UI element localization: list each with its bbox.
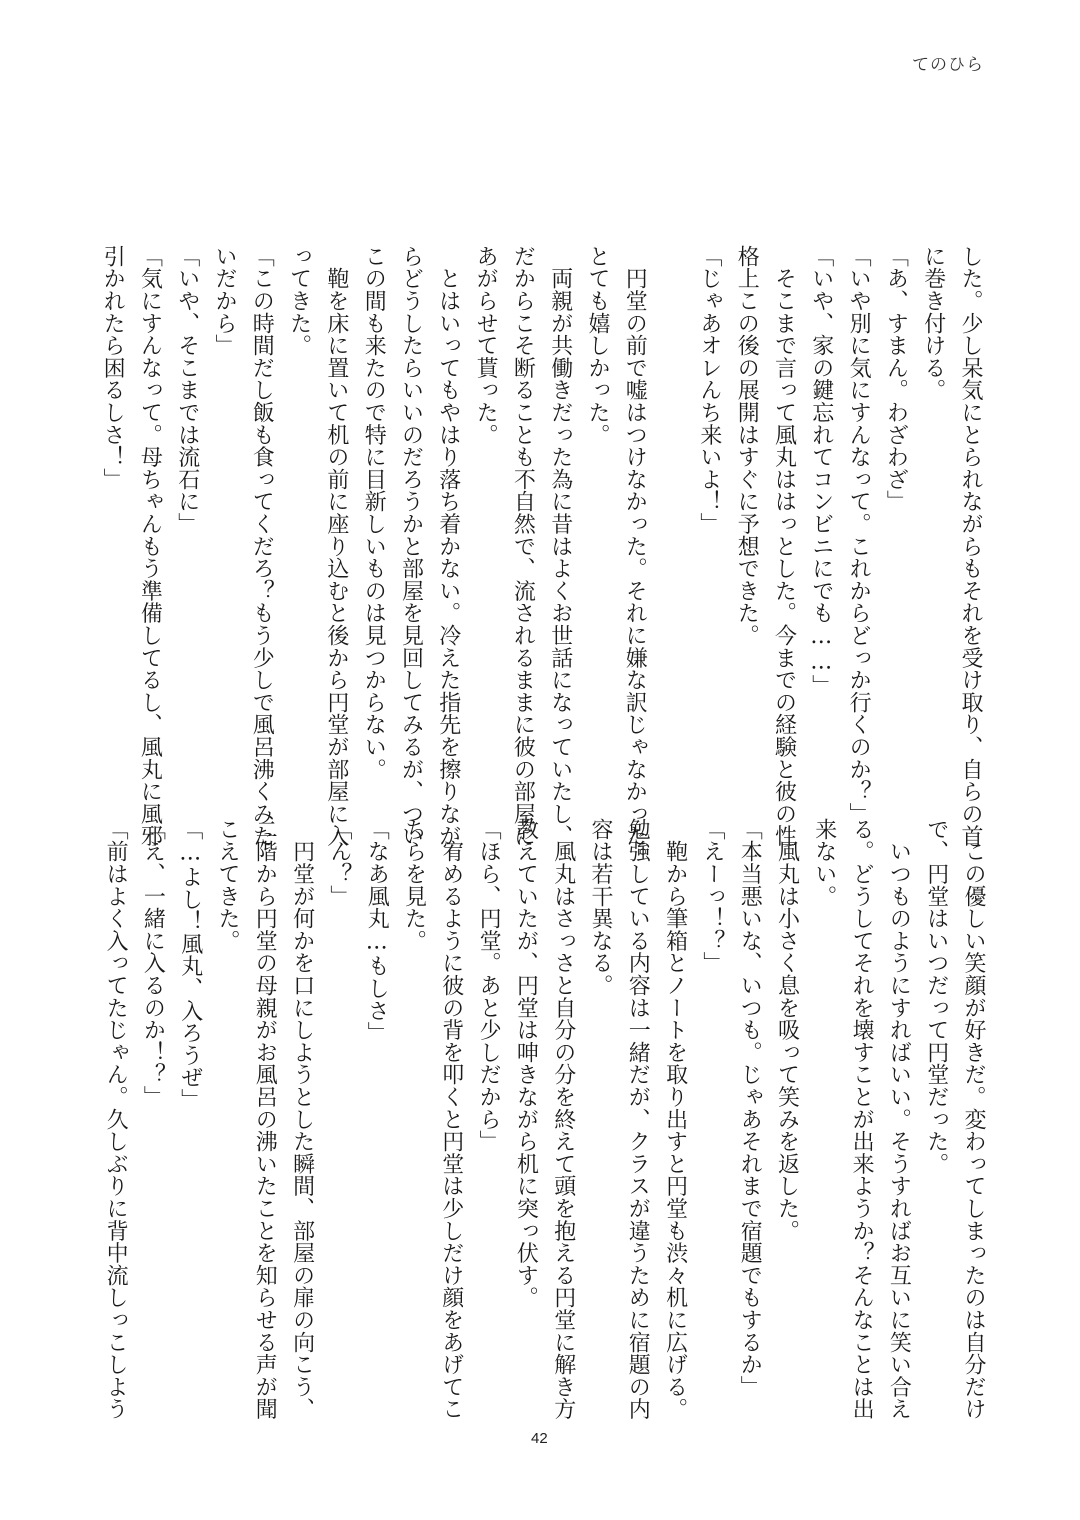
text-column: 「…よし！風丸、入ろうぜ」 xyxy=(177,818,203,1111)
text-column: 「ほら、円堂。あと少しだから」 xyxy=(476,818,502,1153)
text-column: 勉強している内容は一緒だが、クラスが違うために宿題の内 xyxy=(625,818,651,1421)
text-column: 宥めるように彼の背を叩くと円堂は少しだけ顔をあげてこ xyxy=(438,818,464,1421)
text-column: 「じゃあオレんち来いよ！」 xyxy=(696,245,722,535)
text-column: 来ない。 xyxy=(811,818,837,908)
text-column: 二階から円堂の母親がお風呂の沸いたことを知らせる声が聞 xyxy=(252,818,278,1421)
text-column: こえてきた。 xyxy=(215,818,240,952)
text-column: この優しい笑顔が好きだ。変わってしまったのは自分だけ xyxy=(961,818,986,1421)
text-column: 「いや、家の鍵忘れてコンビニにでも……」 xyxy=(808,245,834,697)
text-column: ちらを見た。 xyxy=(401,818,427,952)
text-column: 「いや別に気にすんなって。これからどっか行くのか？」 xyxy=(846,245,872,825)
text-column: 「この時間だし飯も食ってくだろ？もう少しで風呂沸くみた xyxy=(249,245,275,848)
text-column: に巻き付ける。 xyxy=(920,245,946,402)
text-column: いだから」 xyxy=(212,245,237,357)
text-column: らどうしたらいいのだろうかと部屋を見回してみるが、つい xyxy=(398,245,424,848)
text-column: で、円堂はいつだって円堂だった。 xyxy=(923,818,949,1175)
text-column: そこまで言って風丸ははっとした。今までの経験と彼の性 xyxy=(771,245,797,848)
text-column: 教えていたが、円堂は呻きながら机に突っ伏す。 xyxy=(513,818,539,1309)
text-column: 「本当悪いな、いつも。じゃあそれまで宿題でもするか」 xyxy=(737,818,763,1398)
text-column: 風丸は小さく息を吸って笑みを返した。 xyxy=(774,818,800,1242)
text-column: 円堂の前で嘘はつけなかった。それに嫌な訳じゃなかった。 xyxy=(622,245,648,870)
text-column: とても嬉しかった。 xyxy=(585,245,610,446)
text-column: 「ん？」 xyxy=(326,818,352,908)
text-column: る。どうしてそれを壊すことが出来ようか？そんなことは出 xyxy=(849,818,875,1421)
text-column: 「あ、すまん。わざわざ」 xyxy=(883,245,909,513)
text-column: 円堂が何かを口にしようとした瞬間、部屋の扉の向こう、 xyxy=(289,818,315,1421)
text-column: 両親が共働きだった為に昔はよくお世話になっていたし、 xyxy=(547,245,573,848)
text-column: 引かれたら困るしさ！」 xyxy=(100,245,126,491)
text-column: 風丸はさっさと自分の分を終えて頭を抱える円堂に解き方 xyxy=(550,818,576,1421)
text-column: とはいってもやはり落ち着かない。冷えた指先を擦りなが xyxy=(435,245,461,848)
text-column: 鞄から筆箱とノートを取り出すと円堂も渋々机に広げる。 xyxy=(662,818,688,1421)
text-column: 「えーっ！？」 xyxy=(699,818,725,975)
text-column: 格上この後の展開はすぐに予想できた。 xyxy=(734,245,760,647)
text-column: この間も来たので特に目新しいものは見つからない。 xyxy=(361,245,387,781)
text-column: した。少し呆気にとられながらもそれを受け取り、自らの首 xyxy=(958,245,983,848)
page-number: 42 xyxy=(531,1430,548,1447)
text-column: 鞄を床に置いて机の前に座り込むと後から円堂が部屋に入 xyxy=(323,245,349,848)
text-column: 「気にすんなって。母ちゃんもう準備してるし、風丸に風邪 xyxy=(137,245,163,848)
text-column: 「いや、そこまでは流石に」 xyxy=(174,245,200,535)
text-column: あがらせて貰った。 xyxy=(473,245,499,446)
text-column: ってきた。 xyxy=(286,245,312,357)
text-column: 「なあ風丸…もしさ」 xyxy=(364,818,390,1044)
running-head-title: てのひら xyxy=(912,55,984,75)
text-column: 容は若干異なる。 xyxy=(588,818,613,997)
text-column: いつものようにすればいい。そうすればお互いに笑い合え xyxy=(886,818,912,1421)
text-column: だからこそ断ることも不自然で、流されるままに彼の部屋に xyxy=(510,245,536,848)
text-column: 「前はよく入ってたじゃん。久しぶりに背中流しっこしよう xyxy=(103,818,129,1421)
text-column: 「え、一緒に入るのか！？」 xyxy=(140,818,166,1108)
